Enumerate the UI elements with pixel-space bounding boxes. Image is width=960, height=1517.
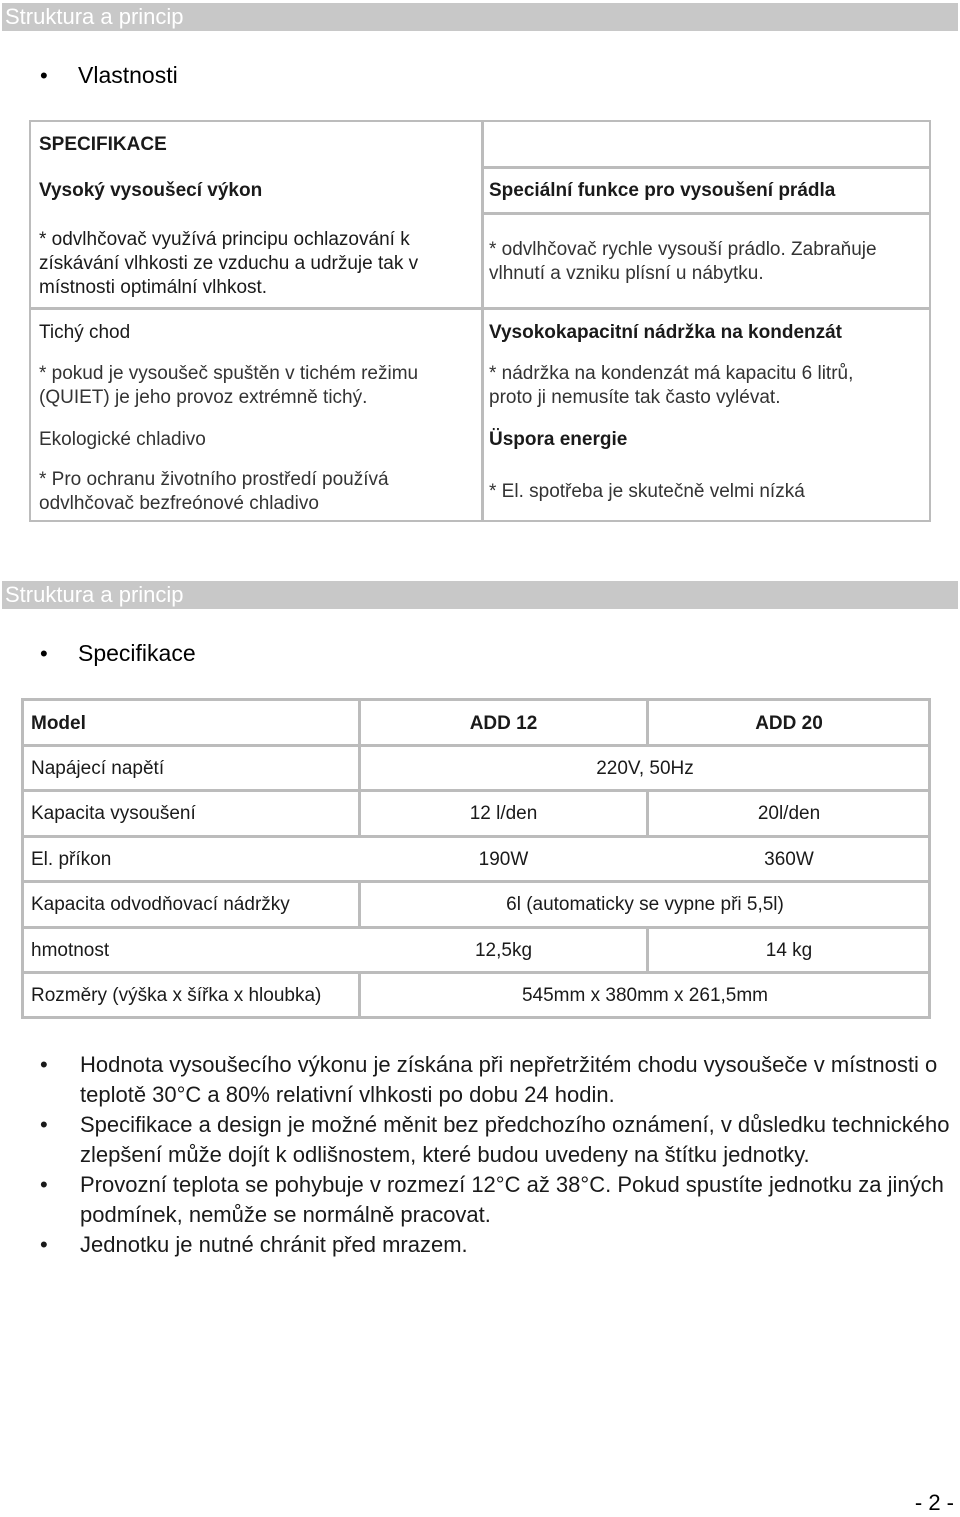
row-label: Napájecí napětí <box>31 758 165 779</box>
header-add12: ADD 12 <box>469 713 538 734</box>
bullet-icon: • <box>40 1112 48 1137</box>
divider <box>31 307 929 310</box>
row-divider <box>24 789 928 792</box>
spec-table <box>21 698 931 1019</box>
divider <box>481 212 929 215</box>
section-title: Struktura a princip <box>5 4 184 29</box>
section-title-bar <box>2 3 958 31</box>
feature-title: Vysokokapacitní nádržka na kondenzát <box>489 322 843 343</box>
feature-text: * El. spotřeba je skutečně velmi nízká <box>489 481 805 502</box>
heading-vlastnosti <box>40 62 178 89</box>
feature-text: * Pro ochranu životního prostředí používá odvlhčovač bezfreónové chladivo <box>39 469 389 514</box>
row-divider <box>24 880 928 883</box>
row-value: 6l (automaticky se vypne při 5,5l) <box>506 894 784 915</box>
row-value: 190W <box>478 849 529 870</box>
spec-label: SPECIFIKACE <box>39 134 167 155</box>
note-item: • Jednotku je nutné chránit před mrazem. <box>40 1230 955 1260</box>
note-item: • Specifikace a design je možné měnit bez předchozího oznámení, v důsledku technického zlepšení může dojít k odlišnostem, které budou uvedeny na štítku jednotky. <box>40 1112 950 1167</box>
feature-title: Speciální funkce pro vysoušení prádla <box>489 180 836 201</box>
row-label: El. příkon <box>31 849 112 870</box>
page-number: - 2 - <box>914 1490 954 1515</box>
bullet-icon: • <box>40 641 48 666</box>
row-value: 545mm x 380mm x 261,5mm <box>521 985 769 1006</box>
row-divider <box>24 744 928 747</box>
notes-list <box>40 1050 955 1260</box>
row-label: Kapacita odvodňovací nádržky <box>31 894 290 915</box>
row-value: 12,5kg <box>474 940 533 961</box>
row-label: Rozměry (výška x šířka x hloubka) <box>31 985 322 1006</box>
row-divider <box>24 971 928 974</box>
divider <box>481 122 484 520</box>
feature-title: Ekologické chladivo <box>39 429 206 450</box>
feature-text: * odvlhčovač rychle vysouší prádlo. Zabraňuje vlhnutí a vzniku plísní u nábytku. <box>489 239 877 284</box>
feature-title: Tichý chod <box>39 322 131 343</box>
row-label: Kapacita vysoušení <box>31 803 196 824</box>
row-value: 360W <box>764 849 814 870</box>
feature-title: Üspora energie <box>489 429 628 450</box>
row-value: 220V, 50Hz <box>596 758 694 779</box>
row-value: 12 l/den <box>469 803 538 824</box>
feature-text: * nádržka na kondenzát má kapacitu 6 litrů, proto ji nemusíte tak často vylévat. <box>489 363 854 408</box>
row-divider <box>24 926 928 929</box>
row-value: 20l/den <box>757 803 821 824</box>
bullet-icon: • <box>40 1052 48 1077</box>
features-table <box>29 120 931 522</box>
note-item: • Provozní teplota se pohybuje v rozmezí 12°C až 38°C. Pokud spustíte jednotku za jiných podmínek, nemůže se normálně pracovat. <box>40 1172 944 1227</box>
row-value: 14 kg <box>765 940 813 961</box>
bullet-icon: • <box>40 1232 48 1257</box>
header-model: Model <box>31 713 86 734</box>
feature-title: Vysoký vysoušecí výkon <box>39 180 263 201</box>
section-title: Struktura a princip <box>5 582 184 607</box>
bullet-icon: • <box>40 63 48 88</box>
feature-text: * odvlhčovač využívá principu ochlazování k získávání vlhkosti ze vzduchu a udržuje tak v místnosti optimální vlhkost. <box>39 229 419 298</box>
section-title-bar <box>2 581 958 609</box>
bullet-icon: • <box>40 1172 48 1197</box>
heading-text: Specifikace <box>78 640 196 666</box>
heading-specifikace <box>40 640 196 667</box>
feature-text: * pokud je vysoušeč spuštěn v tichém režimu (QUIET) je jeho provoz extrémně tichý. <box>39 363 419 408</box>
row-divider <box>24 835 928 838</box>
divider <box>481 166 929 169</box>
header-add20: ADD 20 <box>755 713 823 734</box>
note-item: • Hodnota vysoušecího výkonu je získána při nepřetržitém chodu vysoušeče v místnosti o teplotě 30°C a 80% relativní vlhkosti po dobu 24 hodin. <box>40 1052 938 1107</box>
heading-text: Vlastnosti <box>78 62 178 88</box>
row-label: hmotnost <box>31 940 110 961</box>
